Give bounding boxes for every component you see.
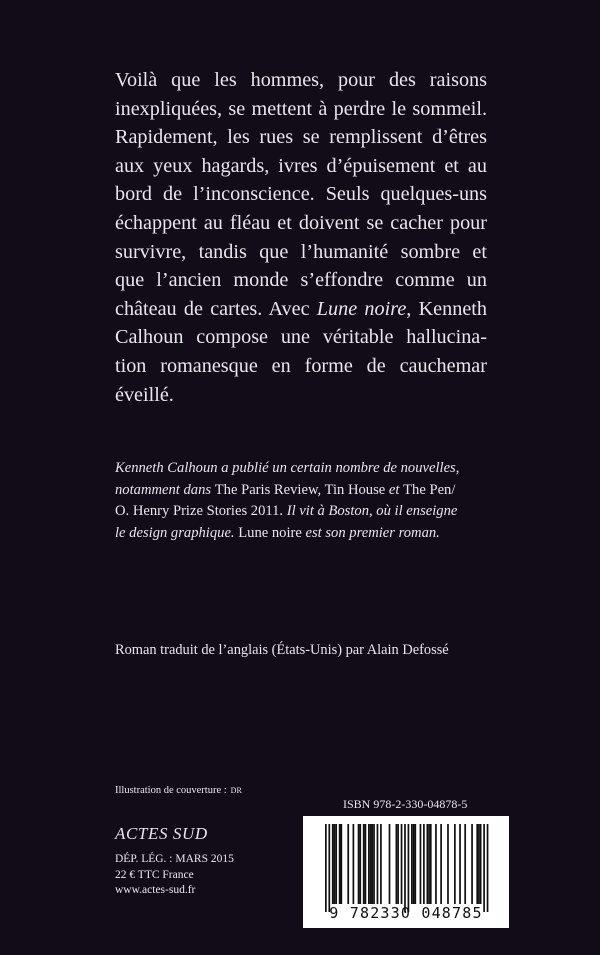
bio-text: et <box>385 481 404 498</box>
price: 22 € TTC France <box>115 868 194 881</box>
bio-line: Kenneth Calhoun a publié un certain nombre de nouvelles, <box>115 460 460 476</box>
isbn-number: ISBN 978-2-330-04878-5 <box>343 797 468 811</box>
barcode-bar <box>411 824 413 904</box>
barcode-bar <box>404 824 406 912</box>
barcode-bar <box>358 824 360 904</box>
barcode-bar <box>408 824 410 912</box>
publication-names: The Paris Review, Tin House <box>214 481 386 498</box>
publication-name: The Pen/ <box>403 481 456 498</box>
barcode-bar <box>340 824 342 904</box>
barcode-bar <box>464 824 466 904</box>
publisher-name: ACTES SUD <box>115 824 208 843</box>
barcode-bar <box>353 824 355 904</box>
publisher-website: www.actes-sud.fr <box>115 884 196 896</box>
barcode-bar <box>426 824 428 904</box>
synopsis-line <box>115 295 487 324</box>
synopsis-line: tion romanesque en forme de cauchemar <box>115 354 487 377</box>
translation-credit: Roman traduit de l’anglais (États-Unis) par Alain Defossé <box>115 642 449 658</box>
synopsis-line: échappent au fléau et doivent se cacher pour <box>115 211 487 234</box>
illustration-credit <box>115 784 242 798</box>
bio-line <box>115 523 487 545</box>
synopsis-text: , Kenneth <box>406 297 487 320</box>
barcode-digits: 9 782330 048785 <box>329 904 483 922</box>
bio-text: est son premier roman. <box>301 524 440 541</box>
barcode-bar <box>380 824 382 904</box>
barcode-bar <box>413 824 415 904</box>
synopsis-line: Rapidement, les rues se remplissent d’êtres <box>115 126 487 149</box>
barcode-bar <box>454 824 456 904</box>
barcode-bar <box>471 824 473 904</box>
prize-name: O. Henry Prize Stories 2011. <box>115 503 284 519</box>
barcode-bar <box>363 824 365 904</box>
legal-info <box>115 852 234 899</box>
barcode-bar <box>396 824 398 904</box>
barcode-bar <box>370 824 372 904</box>
barcode-bar <box>414 824 416 904</box>
book-title: Lune noire <box>234 524 302 541</box>
barcode-bar <box>476 824 478 904</box>
barcode-bar <box>334 824 336 904</box>
barcode-bar <box>347 824 349 904</box>
barcode-bar <box>328 824 330 912</box>
synopsis-line: Voilà que les hommes, pour des raisons <box>115 69 487 91</box>
legal-deposit: DÉP. LÉG. : MARS 2015 <box>115 853 234 865</box>
barcode-bar <box>480 824 482 904</box>
barcode-bar <box>447 824 449 904</box>
barcode-bar <box>325 824 327 912</box>
barcode-bar <box>401 824 403 904</box>
bio-line <box>115 480 487 502</box>
barcode-bar <box>339 824 341 904</box>
illustration-credit-value: DR <box>230 786 242 795</box>
barcode-bar <box>389 824 391 904</box>
synopsis-line: que l’ancien monde s’effondre comme un <box>115 269 487 292</box>
barcode-bar <box>428 824 430 904</box>
barcode-bar <box>365 824 367 904</box>
barcode-bar <box>373 824 375 904</box>
barcode-bar <box>487 824 489 912</box>
synopsis-line: Calhoun compose une véritable hallucina- <box>115 326 487 349</box>
bio-text: notamment dans <box>115 481 215 498</box>
synopsis-paragraph <box>115 66 487 409</box>
book-title-italic: Lune noire <box>316 297 407 320</box>
bio-text: Il vit à Boston, où il enseigne <box>283 503 458 519</box>
barcode-bar <box>435 824 437 904</box>
barcode-bar <box>371 824 373 904</box>
synopsis-line: inexpliquées, se mettent à perdre le sommeil. <box>115 97 487 120</box>
barcode-bar <box>335 824 337 904</box>
barcode-bar <box>420 824 422 904</box>
barcode-bar <box>478 824 480 904</box>
barcode-bar <box>368 824 370 904</box>
bio-text: le design graphique. <box>115 524 235 541</box>
barcode-bar <box>430 824 432 904</box>
illustration-label: Illustration de couverture : <box>115 785 227 796</box>
synopsis-text: château de cartes. Avec <box>115 297 317 320</box>
synopsis-line: aux yeux hagards, ivres d’épuisement et au <box>115 154 487 177</box>
barcode-bar <box>397 824 399 904</box>
bio-line <box>115 501 487 523</box>
barcode-bar <box>423 824 425 904</box>
barcode-bar <box>377 824 379 904</box>
barcode <box>303 816 509 928</box>
synopsis-line: bord de l’inconscience. Seuls quelques-uns <box>115 183 487 206</box>
barcode-bar <box>483 824 485 912</box>
synopsis-line: éveillé. <box>115 383 174 406</box>
barcode-bar <box>332 824 334 904</box>
author-bio <box>115 458 487 544</box>
barcode-bar <box>459 824 461 904</box>
barcode-bar <box>359 824 361 904</box>
barcode-bar <box>440 824 442 904</box>
synopsis-line: survivre, tandis que l’humanité sombre et <box>115 240 487 263</box>
